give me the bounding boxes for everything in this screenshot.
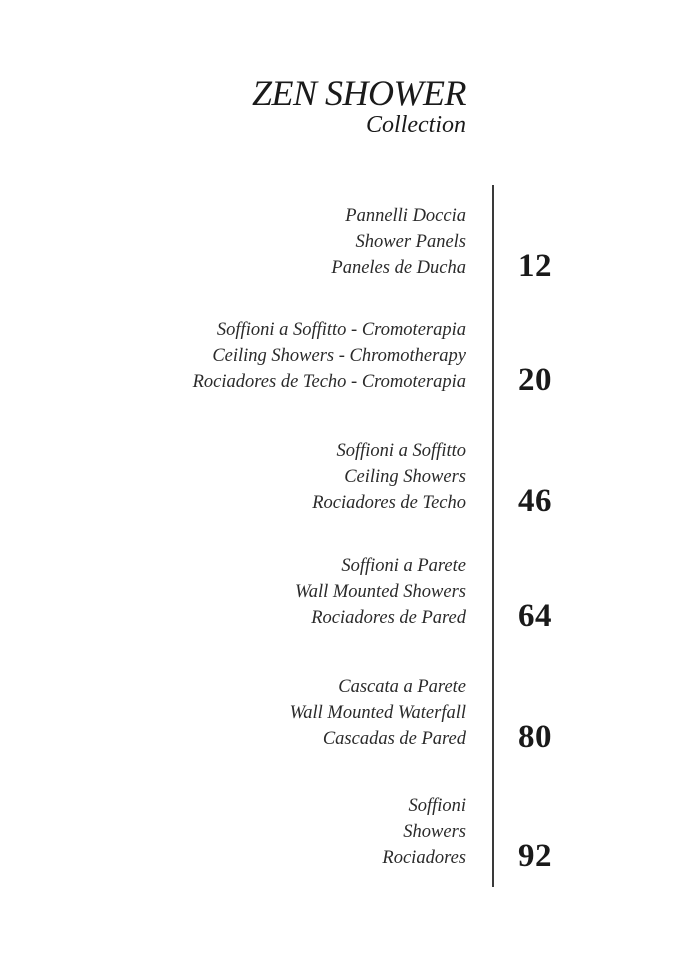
label-english: Wall Mounted Showers bbox=[295, 582, 466, 602]
page-number[interactable]: 46 bbox=[518, 483, 552, 519]
page-subtitle: Collection bbox=[366, 112, 466, 138]
page-number[interactable]: 92 bbox=[518, 838, 552, 874]
label-italian: Soffioni bbox=[408, 796, 466, 816]
section-labels bbox=[295, 553, 466, 631]
page-title: ZEN SHOWER bbox=[252, 73, 466, 113]
label-spanish: Paneles de Ducha bbox=[331, 258, 466, 278]
label-italian: Soffioni a Soffitto - Cromoterapia bbox=[216, 320, 466, 340]
label-spanish: Rociadores de Techo - Cromoterapia bbox=[192, 372, 466, 392]
label-english: Ceiling Showers bbox=[344, 467, 466, 487]
label-english: Wall Mounted Waterfall bbox=[289, 703, 466, 723]
vertical-divider bbox=[492, 185, 494, 887]
section-labels bbox=[290, 674, 466, 752]
title-block bbox=[252, 74, 466, 138]
label-spanish: Rociadores de Pared bbox=[311, 608, 466, 628]
label-english: Shower Panels bbox=[355, 232, 466, 252]
page-number[interactable]: 12 bbox=[518, 248, 552, 284]
section-labels bbox=[331, 203, 466, 281]
section-labels bbox=[312, 438, 466, 516]
label-english: Ceiling Showers - Chromotherapy bbox=[212, 346, 466, 366]
page-number[interactable]: 20 bbox=[518, 362, 552, 398]
page-number[interactable]: 64 bbox=[518, 598, 552, 634]
label-italian: Pannelli Doccia bbox=[345, 206, 466, 226]
label-spanish: Rociadores de Techo bbox=[312, 493, 466, 513]
label-spanish: Cascadas de Pared bbox=[322, 729, 466, 749]
page-number[interactable]: 80 bbox=[518, 719, 552, 755]
label-italian: Soffioni a Soffitto bbox=[336, 441, 466, 461]
label-english: Showers bbox=[403, 822, 466, 842]
section-labels bbox=[382, 793, 466, 871]
label-italian: Soffioni a Parete bbox=[341, 556, 466, 576]
label-spanish: Rociadores bbox=[382, 848, 466, 868]
section-labels bbox=[193, 317, 466, 395]
label-italian: Cascata a Parete bbox=[338, 677, 466, 697]
